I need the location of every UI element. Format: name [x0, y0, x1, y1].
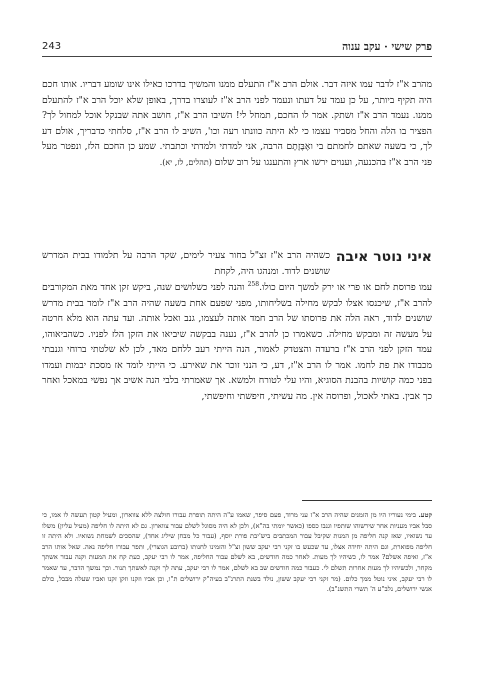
section-text-after-ref: והנה לפני כשלושים שנה, ביקש זקן אחד מאת המקורבים להרב א"ז, שיכנסו אצלו לבקש מחילה בשליחותו, מפני שפעם אחת בשעה שהיה הרב א"ז לומד בבית מדרש שושנים לדוד, ראה הלה את פרוסתו של הרב חמד אותה לעצמו, גנב ואכל אותה. ועד עתה הוא מלא חרטה על מעשה זה ומבקש מחילה. כשאמרו כן להרב א"ז, נענה בבקשה שיביאו את הזקן הלז לפניו. כשהביאוהו, עמד הזקן לפני הרב א"ז ברעדה והצטדק לאמור, הנה הייתי רעב ללחם מאד, לכן לא שלטתי ברוחי וגנבתי מכבודו את פת לחמו. אמר לו הרב א"ז, דע, כי הנני זוכר את שאירע. כי הייתי לומד אז מסכת יבמות ועמדו בפני כמה קושיות בהבנת הסוגיא, והיו עלי לטורח ולמשא. אך שאמרתי בלבי הנה אשיב אך נפשי במאכל ואחר כך אבין. באתי לאכול, ופרוסה אין. מה עשיתי, חיפשתי וחיפשתי, — [42, 282, 432, 402]
section-intro — [42, 248, 330, 279]
footnote-text: בימי נעוריו היו מן הזמנים שהיה הרב א"ז עני מרוד, פעם סיפר, שאמו ע"ה היתה תופרת עבורו חולצה ללא צווארון, ומעיל קטון תעשה לו אמו, כי סבל אביו מעניות אחר שירשוהו שותפיו וגנבו כספו (כאשר יומתי בה"א), ולכן לא היה מסוגל לשלם עבור צווארון. גם לא היתה לו חליפה (מעיל עליון) משלו עד נשואיו, שאז קנה חליפה מן המנות שקיבל עבור המכתבים ביש'יבת פורת יוסף, (עבור כל מבחן שיליג אחד), שהסכים לשמחת נשואיו. ולא היתה זו חליפה מפוארת, וגם היתה יחידה אצלו, עד שכעש בו זקני רבי יעקב ששון זצ"ל והזמינו לחנותו (ברובע הגוצרי), ותפר עבורו חליפה נאה. שאל אותו הרב א"ז, ואיפה אשלם? אמר לו, כשיהיו לך מעות. לאחר כמה חודשים, בא לשלם עבור החליפה, אמר לו רבי יעקב, כעת קח את המעות וקנה עבור אשתך מקחר, ולכשיהיו לך מעות אחרות תשלם לי. כעבור כמה חודשים שב בא לשלם, אמר לו רבי יעקב, עתה לך וקנה לאשתך תנור. וכך נמשך הדבר, עד שאמר לו רבי יעקב, איני נוטל ממך כלום. (מר זקני רבי יעקב ששון, נולד בשנת התרנ"ב בעיה"ק ירושלים ת"ו, וכן אביו וזקנו וזקן זקנו ואביו שעלה מבבל, כולם אנשי ירושלים, נלב"ע ה' תשרי התשנ"ב). — [42, 511, 432, 594]
verse-citation: (תהלים, לז, יא). — [159, 157, 212, 167]
chapter-title: פרק שישי · עקב ענוה — [342, 41, 432, 53]
footnote-label: קטע. — [418, 511, 432, 519]
paragraph-text: מהרב א"ז לדבר עמו איזה דבר. אולם הרב א"ז התעלם ממנו והמשיך בדרכו כאילו אינו שומע דבריו. אותו חכם היה תקיף ביותר, על כן עמד על דעתו ונעמד לפני הרב א"ז לעוצרו בדרך, באופן שלא יוכל הרב א"ז להתעלם ממנו. נעמד הרב א"ז ושתק. אמר לו החכם, תמחל לי! השיבו הרב א"ז, חושב אתה שבנקל אוכל למחול לך? הפציר בו הלה והחל מסביר עצמו כי לא היתה כוונתו רעה וכו', השיב לו הרב א"ז, סלחתי כדבריך, אולם דע לך, כי בשעה שאתם לחמתם בי ואֶבֶּזֶתֶם הרבה, אני למדתי ולמדתי וכתבתי. שמע כן החכם הלז, ונפטר מעל פני הרב א"ז בהכנעה, וענוים ירשו ארץ והתענגו על רוב שלום — [42, 79, 432, 168]
main-paragraph — [42, 77, 432, 170]
footnote-reference[interactable]: 258 — [247, 280, 260, 288]
section-heading: איני נוטר איבה — [335, 249, 432, 265]
running-header — [42, 40, 432, 57]
footnote — [42, 510, 432, 595]
section-text-before-ref: עמו פרוסת לחם או פרי או ירק למשך היום כולו. — [259, 282, 433, 293]
footnote-divider — [302, 500, 432, 501]
page-number: 243 — [42, 41, 62, 52]
section-intro-text: כשהיה הרב א"ז זצ"ל בחור צעיר לימים, שקד הרבה על תלמודו בבית המדרש שושנים לדוד. ומנהגו היה, לקחת — [42, 250, 330, 277]
section-body — [42, 280, 432, 404]
